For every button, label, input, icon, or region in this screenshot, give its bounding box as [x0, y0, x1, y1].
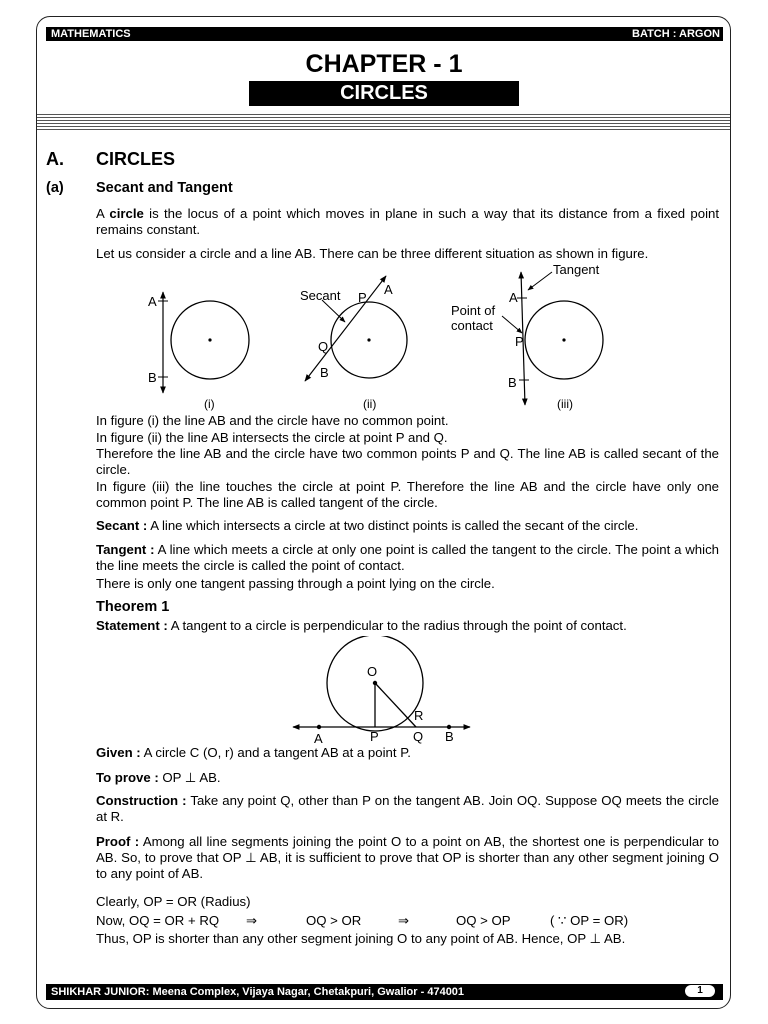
text-run: A tangent to a circle is perpendicular to the radius through the point of contact. — [167, 618, 627, 633]
proof-paragraph — [96, 834, 719, 882]
construction-term: Construction : — [96, 793, 187, 808]
label-q-ii: Q — [318, 339, 329, 354]
construction-paragraph — [96, 793, 719, 825]
proof-step-1: Clearly, OP = OR (Radius) — [96, 894, 251, 909]
implies-icon: ⇒ — [246, 913, 258, 928]
text-run: Among all line segments joining the point O to a point on AB, the shortest one is perpendicular to AB. So, to prove that OP ⊥ AB, it is sufficient to prove that OP is shorter than any other segment joining O to any point of AB. — [96, 834, 719, 881]
poc-label-1: Point of — [451, 303, 496, 318]
label-b: B — [445, 729, 454, 744]
caption-iii: (iii) — [557, 397, 573, 411]
proof-step-2c: OQ > OP — [456, 913, 511, 928]
proof-step-2b: OQ > OR — [306, 913, 362, 928]
caption-ii: (ii) — [363, 397, 377, 411]
to-prove-line — [96, 770, 719, 786]
secant-definition — [96, 518, 719, 534]
label-b-iii: B — [508, 375, 517, 390]
fig-text-3: Therefore the line AB and the circle have two common points P and Q. The line AB is called secant of the circle. — [96, 446, 719, 477]
tangent-label: Tangent — [553, 262, 600, 277]
header-bar — [46, 27, 723, 41]
proof-step-3: Thus, OP is shorter than any other segment joining O to any point of AB. Hence, OP ⊥ AB. — [96, 931, 626, 946]
figure-secant-tangent — [140, 260, 640, 412]
label-p-iii: P — [515, 334, 524, 349]
theorem-title: Theorem 1 — [96, 599, 170, 615]
to-prove-term: To prove : — [96, 770, 159, 785]
statement-term: Statement : — [96, 618, 168, 633]
label-o: O — [367, 664, 378, 679]
proof-step-2d: ( ∵ OP = OR) — [550, 913, 629, 928]
given-line — [96, 745, 719, 761]
text-run: Take any point Q, other than P on the tangent AB. Join OQ. Suppose OQ meets the circle at R. — [96, 793, 719, 824]
tangent-pointer — [528, 272, 552, 290]
contact-pointer — [502, 316, 522, 333]
label-r: R — [414, 708, 424, 723]
text-run: A circle C (O, r) and a tangent AB at a point P. — [140, 745, 411, 760]
page-number: 1 — [685, 985, 715, 997]
label-a: A — [314, 731, 323, 746]
secant-label: Secant — [300, 288, 341, 303]
subsection-title: Secant and Tangent — [96, 180, 233, 196]
text-run: A — [96, 206, 110, 221]
intro-paragraph: Let us consider a circle and a line AB. There can be three different situation as shown in figure. — [96, 246, 649, 261]
given-term: Given : — [96, 745, 141, 760]
label-b-ii: B — [320, 365, 329, 380]
label-p-ii: P — [358, 290, 367, 305]
text-run: OP ⊥ AB. — [158, 770, 221, 785]
subsection-letter: (a) — [46, 180, 64, 196]
fig-text-1: In figure (i) the line AB and the circle have no common point. — [96, 413, 449, 428]
label-p: P — [370, 729, 379, 744]
text-run: A line which intersects a circle at two distinct points is called the secant of the circle. — [147, 518, 639, 533]
caption-i: (i) — [204, 397, 215, 411]
label-a-iii: A — [509, 290, 518, 305]
text-run: is the locus of a point which moves in plane in such a way that its distance from a fixed point remains constant. — [96, 206, 719, 237]
text-run: A line which meets a circle at only one point is called the tangent to the circle. The point a which the line meets the circle is called the point of contact. — [96, 542, 719, 573]
proof-step-2a: Now, OQ = OR + RQ — [96, 913, 220, 928]
implies-icon: ⇒ — [398, 913, 410, 928]
footer-address: SHIKHAR JUNIOR: Meena Complex, Vijaya Nagar, Chetakpuri, Gwalior - 474001 — [51, 986, 465, 998]
circle-definition — [96, 206, 719, 238]
label-a-ii: A — [384, 282, 393, 297]
label-b-i: B — [148, 370, 157, 385]
section-letter: A. — [46, 149, 64, 169]
label-a-i: A — [148, 294, 157, 309]
batch-label: BATCH : ARGON — [632, 28, 720, 40]
decorative-rules — [37, 114, 730, 132]
term-circle: circle — [109, 206, 144, 221]
figure-theorem — [290, 636, 480, 746]
footer-bar — [46, 984, 723, 1000]
theorem-statement — [96, 618, 719, 634]
chapter-heading: CHAPTER - 1 — [305, 50, 463, 78]
section-title: CIRCLES — [96, 149, 176, 169]
fig-text-4: In figure (iii) the line touches the circle at point P. Therefore the line AB and the circle have only one common point P. The line AB is called tangent of the circle. — [96, 479, 719, 510]
secant-pointer — [322, 300, 345, 322]
subject-label: MATHEMATICS — [51, 28, 131, 40]
poc-label-2: contact — [451, 318, 493, 333]
tangent-definition — [96, 542, 719, 574]
label-q: Q — [413, 729, 424, 744]
chapter-title: CIRCLES — [249, 81, 519, 106]
tangent-term: Tangent : — [96, 542, 155, 557]
proof-term: Proof : — [96, 834, 140, 849]
fig-text-2: In figure (ii) the line AB intersects the circle at point P and Q. — [96, 430, 448, 445]
tangent-note: There is only one tangent passing through a point lying on the circle. — [96, 576, 495, 591]
secant-term: Secant : — [96, 518, 148, 533]
segment-oq — [375, 683, 416, 727]
